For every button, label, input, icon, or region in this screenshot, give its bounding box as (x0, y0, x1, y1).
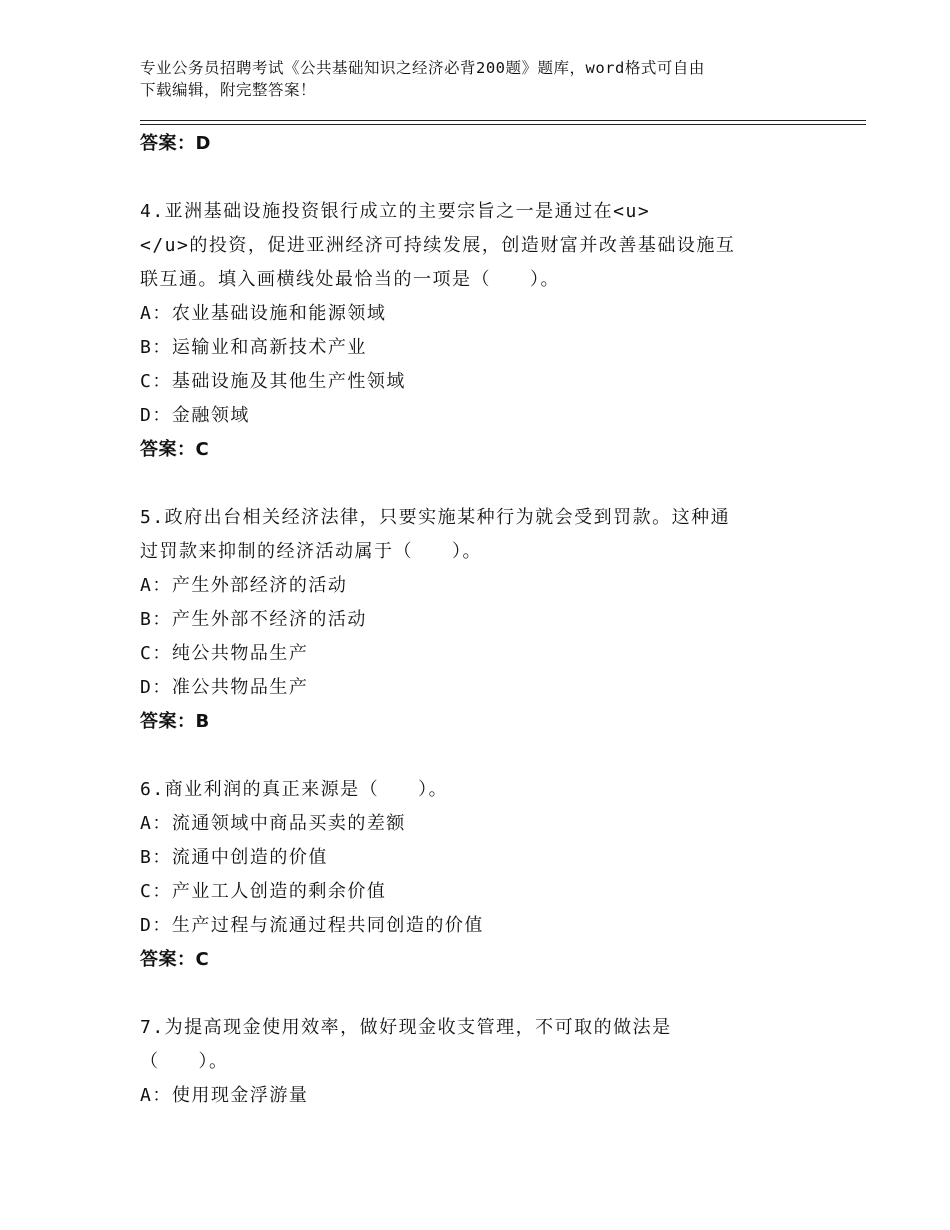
question-list (140, 127, 840, 1113)
answer-line: 答案：C (140, 949, 210, 970)
option-b: B：产生外部不经济的活动 (140, 609, 367, 630)
option-a: A：使用现金浮游量 (140, 1085, 309, 1106)
page-header (140, 57, 820, 101)
header-line-2: 下载编辑，附完整答案！ (140, 81, 317, 99)
question-7 (140, 1011, 840, 1079)
answer-line: 答案：C (140, 439, 210, 460)
question-stem-line: 联互通。填入画横线处最恰当的一项是（ ）。 (140, 269, 560, 290)
question-stem-line: 6.商业利润的真正来源是（ ）。 (140, 779, 449, 800)
question-5 (140, 501, 840, 569)
question-stem-line: 过罚款来抑制的经济活动属于（ ）。 (140, 541, 482, 562)
option-c: C：纯公共物品生产 (140, 643, 309, 664)
option-d: D：金融领域 (140, 405, 250, 426)
question-stem-line: </u>的投资，促进亚洲经济可持续发展，创造财富并改善基础设施互 (140, 235, 736, 256)
question-4 (140, 195, 840, 297)
question-stem-line: 5.政府出台相关经济法律，只要实施某种行为就会受到罚款。这种通 (140, 507, 731, 528)
question-stem-line: （ ）。 (140, 1051, 229, 1072)
question-6 (140, 773, 840, 807)
question-stem-line: 4.亚洲基础设施投资银行成立的主要宗旨之一是通过在<u> (140, 201, 651, 222)
header-rule-top (140, 120, 866, 121)
option-a: A：产生外部经济的活动 (140, 575, 348, 596)
option-d: D：生产过程与流通过程共同创造的价值 (140, 915, 484, 936)
answer-line: 答案：D (140, 133, 211, 154)
option-a: A：农业基础设施和能源领域 (140, 303, 387, 324)
header-line-1: 专业公务员招聘考试《公共基础知识之经济必背200题》题库，word格式可自由 (140, 59, 705, 77)
answer-line: 答案：B (140, 711, 210, 732)
option-b: B：运输业和高新技术产业 (140, 337, 367, 358)
option-d: D：准公共物品生产 (140, 677, 309, 698)
option-c: C：产业工人创造的剩余价值 (140, 881, 387, 902)
option-a: A：流通领域中商品买卖的差额 (140, 813, 406, 834)
question-stem-line: 7.为提高现金使用效率，做好现金收支管理，不可取的做法是 (140, 1017, 672, 1038)
option-b: B：流通中创造的价值 (140, 847, 328, 868)
header-rule-bottom (140, 124, 866, 125)
option-c: C：基础设施及其他生产性领域 (140, 371, 406, 392)
